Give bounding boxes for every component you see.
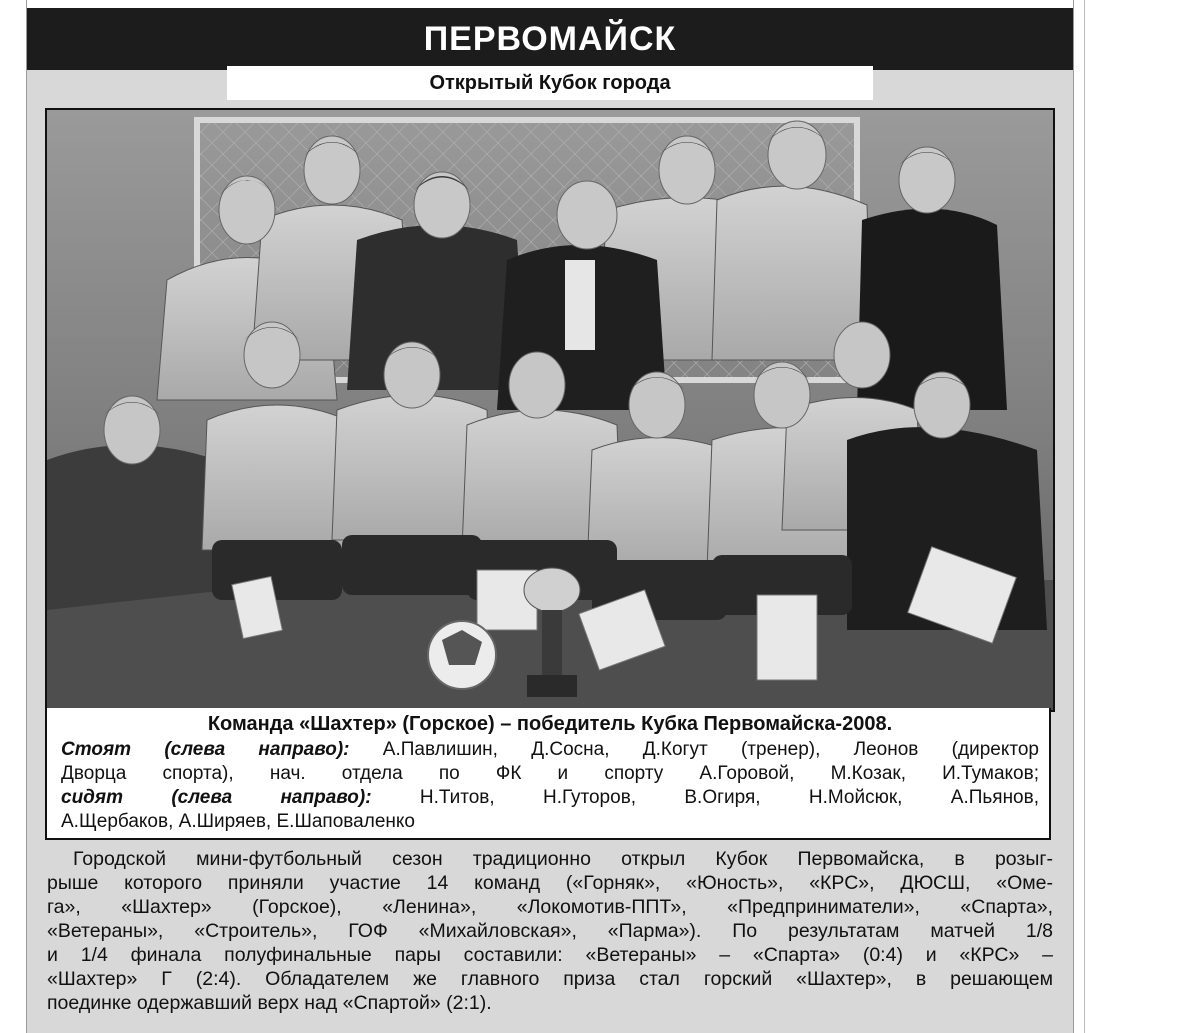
city-title-bar [27,8,1073,70]
caption-standing-line-2 [61,762,1039,786]
sitting-names-1: Н.Титов, Н.Гуторов, В.Огиря, Н.Мойсюк, А.Пьянов, [371,787,1039,808]
article-line: Городской мини-футбольный сезон традиционно открыл Кубок Первомайска, в розыг- [73,848,1053,870]
sitting-label: сидят (слева направо): [61,787,372,808]
column-rule [1084,0,1085,1033]
caption-standing-line-1 [61,738,1039,762]
caption-title: Команда «Шахтер» (Горское) – победитель Кубка Первомайска-2008. [207,713,893,735]
section-title: Открытый Кубок города [429,71,671,94]
caption-sitting-line-1 [61,786,1039,810]
section-title-box [227,66,873,100]
standing-names-1: А.Павлишин, Д.Сосна, Д.Когут (тренер), Леонов (директор [349,739,1039,760]
article-line: «Ветераны», «Строитель», ГОФ «Михайловская», «Парма»). По результатам матчей 1/8 [47,920,1053,942]
article-line: «Шахтер» Г (2:4). Обладателем же главного приза стал горский «Шахтер», в решающем [47,968,1053,990]
standing-names-2: Дворца спорта), нач. отдела по ФК и спорту А.Горовой, М.Козак, И.Тумаков; [61,763,1039,784]
standing-label: Стоят (слева направо): [61,739,350,760]
article-body [47,847,1053,1015]
city-title: ПЕРВОМАЙСК [423,19,677,58]
caption-sitting-line-2 [61,810,1039,834]
article-line: рыше которого приняли участие 14 команд («Горняк», «Юность», «КРС», ДЮСШ, «Оме- [47,872,1053,894]
team-photo [45,108,1055,712]
photo-caption [45,708,1051,840]
article-line: га», «Шахтер» (Горское), «Ленина», «Локомотив-ППТ», «Предприниматели», «Спарта», [47,896,1053,918]
top-margin [27,0,1073,8]
article-line: поединке одержавший верх над «Спартой» (2:1). [47,992,492,1014]
article-line: и 1/4 финала полуфинальные пары составили: «Ветераны» – «Спарта» (0:4) и «КРС» – [47,944,1053,966]
newspaper-page [26,0,1074,1033]
sitting-names-2: А.Щербаков, А.Ширяев, Е.Шаповаленко [61,811,415,832]
team-photo-image [47,110,1053,710]
